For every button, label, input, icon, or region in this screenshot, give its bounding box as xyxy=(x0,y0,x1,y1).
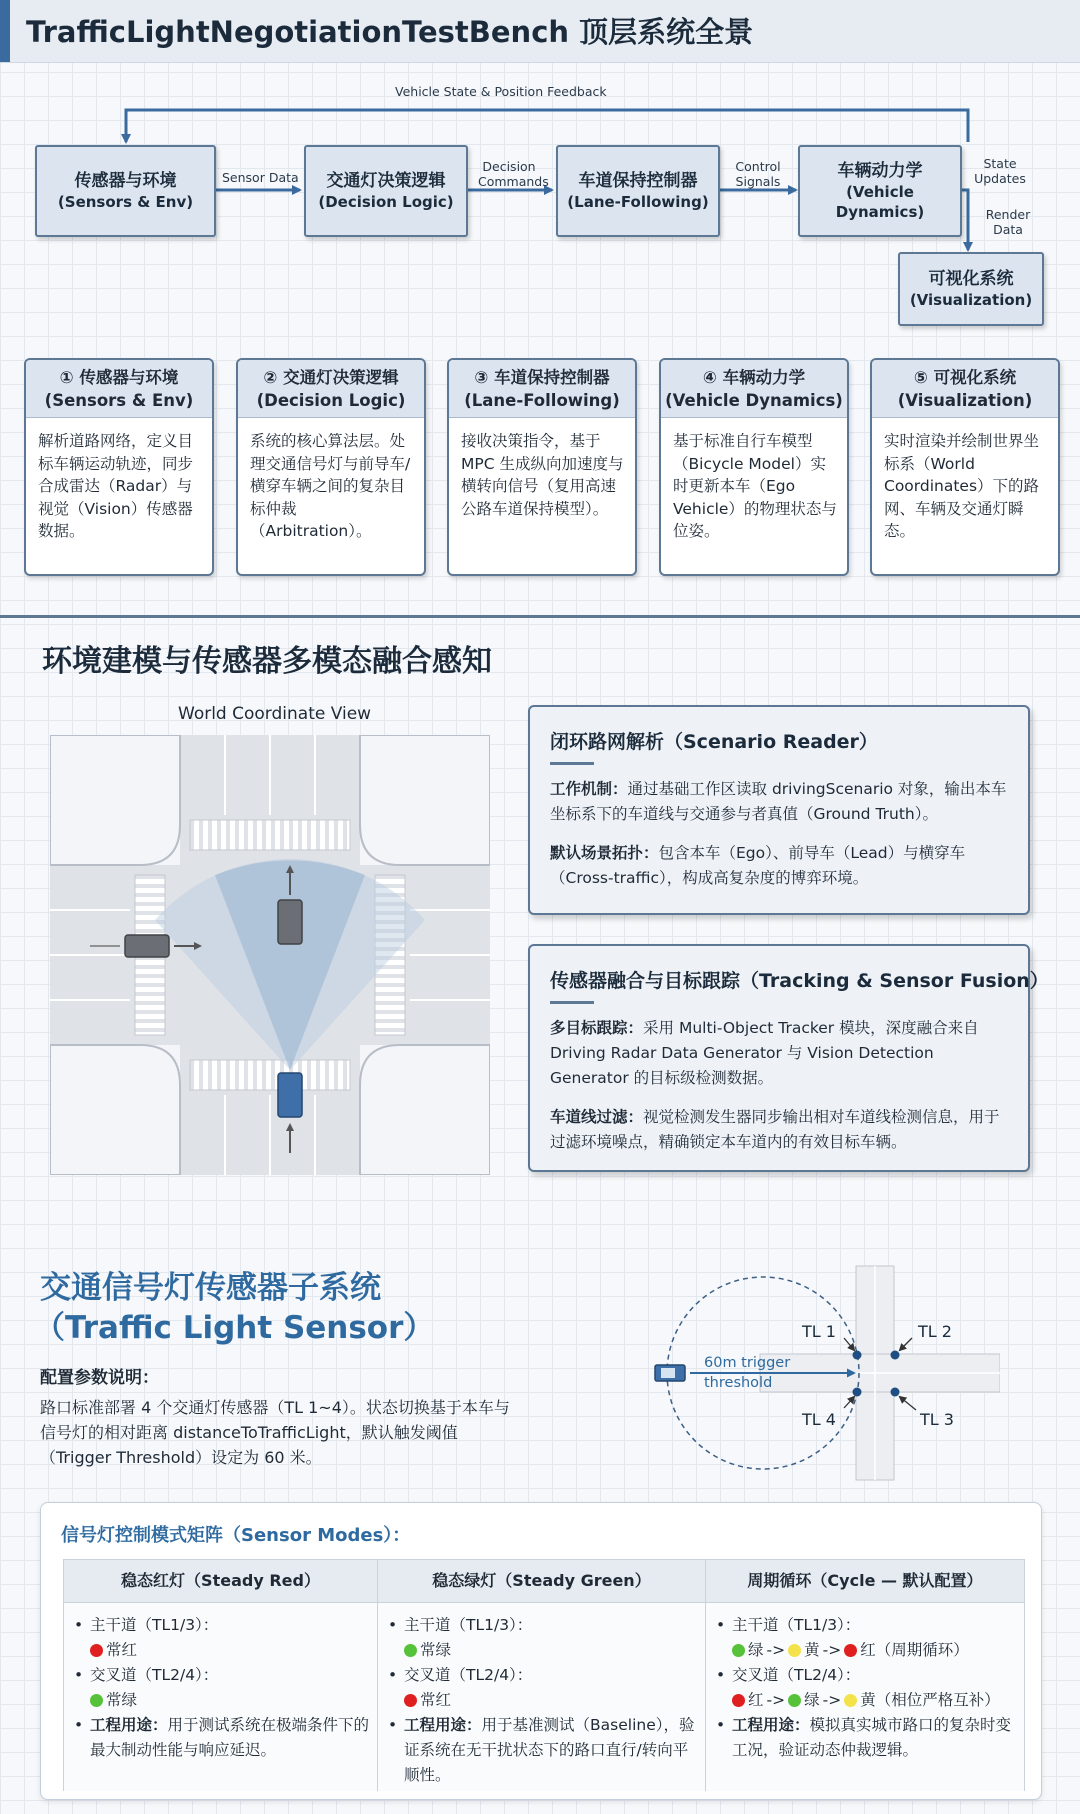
label-state-line2: Updates xyxy=(974,171,1026,186)
cross-road-value: 常绿 xyxy=(106,1691,138,1709)
flow-box-sensors-en: (Sensors & Env) xyxy=(57,192,194,211)
module-subtitle: (Visualization) xyxy=(897,391,1033,410)
flow-box-lane-en: (Lane-Following) xyxy=(567,192,709,211)
header-accent-bar xyxy=(0,0,10,62)
main-road-item: • 主干道（TL1/3）： xyxy=(716,1613,1018,1638)
main-road-value: 常绿 xyxy=(420,1641,452,1659)
sensor-modes-table xyxy=(63,1559,1025,1791)
seq-step: 红 xyxy=(860,1641,876,1659)
label-control-signals xyxy=(730,159,786,189)
main-road-item: • 主干道（TL1/3）： xyxy=(388,1613,699,1638)
mode-body xyxy=(378,1603,705,1791)
page-title: TrafficLightNegotiationTestBench 顶层系统全景 xyxy=(26,15,754,49)
world-coordinate-view xyxy=(50,735,490,1175)
label-render-line1: Render xyxy=(985,207,1031,222)
mode-column-steady-green xyxy=(378,1560,706,1790)
seq-note: （相位严格互补） xyxy=(875,1691,1000,1709)
lane-filter-label: 车道线过滤： xyxy=(550,1108,644,1126)
threshold-label-line2: threshold xyxy=(704,1375,773,1391)
use-item: • 工程用途：用于基准测试（Baseline），验证系统在无干扰状态下的路口直行/转向平顺性。 xyxy=(388,1716,695,1784)
main-road-label: 主干道（TL1/3）： xyxy=(732,1616,861,1634)
module-card-dynamics xyxy=(659,358,849,576)
traffic-light-diagram xyxy=(640,1262,1000,1484)
module-card-visualization xyxy=(870,358,1060,576)
green-light-icon xyxy=(404,1644,417,1657)
mode-header: 稳态红灯（Steady Red） xyxy=(64,1560,377,1603)
module-subtitle: (Sensors & Env) xyxy=(44,391,194,410)
cross-road-state xyxy=(74,1688,371,1713)
cross-traffic-vehicle xyxy=(125,935,169,957)
scenario-reader-title: 闭环路网解析（Scenario Reader） xyxy=(550,731,878,753)
cross-road-label: 交叉道（TL2/4）： xyxy=(90,1666,219,1684)
label-render-line2: Data xyxy=(993,222,1023,237)
ego-vehicle xyxy=(278,1073,302,1117)
mode-column-steady-red xyxy=(64,1560,378,1790)
use-text: 模拟真实城市路口的复杂时变工况，验证动态仲裁逻辑。 xyxy=(732,1716,1012,1759)
seq-step: 绿 xyxy=(804,1691,820,1709)
cross-road-state xyxy=(388,1688,699,1713)
sensor-section-subtitle: （Traffic Light Sensor） xyxy=(34,1310,435,1346)
flow-box-lane-cn: 车道保持控制器 xyxy=(578,170,698,191)
multi-object-tracking xyxy=(550,1016,1008,1091)
main-road-label: 主干道（TL1/3）： xyxy=(404,1616,533,1634)
tl1-label: TL 1 xyxy=(802,1322,836,1341)
module-subtitle: (Vehicle Dynamics) xyxy=(665,391,843,410)
use-text: 用于测试系统在极端条件下的最大制动性能与响应延迟。 xyxy=(90,1716,370,1759)
label-decision-line2: Commands xyxy=(478,174,549,189)
sensor-fusion-title: 传感器融合与目标跟踪（Tracking & Sensor Fusion） xyxy=(550,970,1049,992)
sensor-section-title: 交通信号灯传感器子系统 xyxy=(40,1270,381,1306)
module-description: 解析道路网络，定义目标车辆运动轨迹，同步合成雷达（Radar）与视觉（Vision）传感器数据。 xyxy=(38,432,194,540)
label-render-data xyxy=(980,207,1036,237)
use-label: 工程用途： xyxy=(90,1716,168,1734)
flow-box-lane xyxy=(556,145,720,237)
scenario-reader-panel xyxy=(528,705,1030,915)
sensor-modes-title: 信号灯控制模式矩阵（Sensor Modes）： xyxy=(61,1525,411,1546)
seq-step: 黄 xyxy=(860,1691,876,1709)
green-light-icon xyxy=(90,1694,103,1707)
topology-label: 默认场景拓扑： xyxy=(550,844,659,862)
section-divider xyxy=(0,615,1080,618)
red-light-icon xyxy=(404,1694,417,1707)
feedback-label: Vehicle State & Position Feedback xyxy=(395,84,607,99)
flow-box-sensors xyxy=(35,145,216,237)
label-decision-commands xyxy=(478,159,549,189)
main-road-label: 主干道（TL1/3）： xyxy=(90,1616,219,1634)
flow-box-sensors-cn: 传感器与环境 xyxy=(74,170,177,191)
config-title: 配置参数说明： xyxy=(40,1368,159,1388)
page-header xyxy=(0,0,1080,63)
red-light-icon xyxy=(90,1644,103,1657)
title-underline xyxy=(550,762,594,765)
mechanism-text: 通过基础工作区读取 drivingScenario 对象，输出本车坐标系下的车道线与交通参与者真值（Ground Truth）。 xyxy=(550,780,1007,823)
seq-step: 红 xyxy=(748,1691,764,1709)
env-section-title: 环境建模与传感器多模态融合感知 xyxy=(42,644,492,679)
module-subtitle: (Lane-Following) xyxy=(464,391,620,410)
scenario-reader-topology xyxy=(550,841,1008,891)
module-title: ④ 车辆动力学 xyxy=(702,368,806,387)
module-card-header xyxy=(238,360,424,418)
title-underline xyxy=(550,1001,594,1004)
world-view-label: World Coordinate View xyxy=(178,704,372,724)
red-light-icon xyxy=(732,1694,745,1707)
seq-note: （周期循环） xyxy=(875,1641,969,1659)
module-title: ② 交通灯决策逻辑 xyxy=(263,368,399,387)
main-road-item: • 主干道（TL1/3）： xyxy=(74,1613,371,1638)
main-road-state xyxy=(388,1638,699,1663)
tl2-marker xyxy=(891,1351,900,1360)
flow-box-visualization-cn: 可视化系统 xyxy=(928,268,1014,289)
module-title: ⑤ 可视化系统 xyxy=(913,368,1017,387)
yellow-light-icon xyxy=(844,1694,857,1707)
mode-body xyxy=(706,1603,1024,1791)
lead-vehicle xyxy=(278,900,302,944)
flow-box-dynamics-cn: 车辆动力学 xyxy=(837,160,923,181)
yellow-light-icon xyxy=(788,1644,801,1657)
use-item: • 工程用途：用于测试系统在极端条件下的最大制动性能与响应延迟。 xyxy=(74,1716,370,1759)
seq-arrow: -> xyxy=(766,1691,786,1709)
mode-column-cycle xyxy=(706,1560,1024,1790)
lane-filter-text: 视觉检测发生器同步输出相对车道线检测信息，用于过滤环境噪点，精确锁定本车道内的有效目标车辆。 xyxy=(550,1108,1000,1151)
tl3-label: TL 3 xyxy=(920,1410,954,1429)
tl4-marker xyxy=(853,1388,862,1397)
module-description: 接收决策指令，基于MPC 生成纵向加速度与横转向信号（复用高速公路车道保持模型）。 xyxy=(461,432,624,518)
module-card-lane xyxy=(447,358,637,576)
tl2-label: TL 2 xyxy=(918,1322,952,1341)
topology-text: 包含本车（Ego）、前导车（Lead）与横穿车（Cross-traffic），构成高复杂度的博弈环境。 xyxy=(550,844,966,887)
threshold-label-line1: 60m trigger xyxy=(704,1355,791,1371)
mode-header: 稳态绿灯（Steady Green） xyxy=(378,1560,705,1603)
seq-arrow: -> xyxy=(822,1641,842,1659)
label-decision-line1: Decision xyxy=(482,159,536,174)
flow-box-decision-en: (Decision Logic) xyxy=(318,192,454,211)
cross-road-value: 常红 xyxy=(420,1691,452,1709)
tracking-text: 采用 Multi-Object Tracker 模块，深度融合来自 Driving Radar Data Generator 与 Vision Detection Generator 的目标级检测数据。 xyxy=(550,1019,979,1087)
module-card-header xyxy=(872,360,1058,418)
module-subtitle: (Decision Logic) xyxy=(256,391,406,410)
module-card-header xyxy=(26,360,212,418)
cross-road-label: 交叉道（TL2/4）： xyxy=(732,1666,861,1684)
cross-road-item: • 交叉道（TL2/4）： xyxy=(716,1663,1018,1688)
tracking-label: 多目标跟踪： xyxy=(550,1019,644,1037)
label-state-updates xyxy=(972,156,1028,186)
module-card-decision xyxy=(236,358,426,576)
tl1-marker xyxy=(853,1351,862,1360)
module-title: ① 传感器与环境 xyxy=(59,368,179,387)
use-label: 工程用途： xyxy=(404,1716,482,1734)
flow-box-visualization xyxy=(898,252,1044,326)
cross-road-label: 交叉道（TL2/4）： xyxy=(404,1666,533,1684)
cross-road-item: • 交叉道（TL2/4）： xyxy=(74,1663,371,1688)
main-road-state xyxy=(74,1638,371,1663)
module-card-header xyxy=(449,360,635,418)
cross-road-sequence xyxy=(716,1688,1018,1713)
red-light-icon xyxy=(844,1644,857,1657)
config-description: 路口标准部署 4 个交通灯传感器（TL 1~4）。状态切换基于本车与信号灯的相对距离 distanceToTrafficLight，默认触发阈值（Trigger Threshold）设定为 60 米。 xyxy=(40,1398,510,1467)
mode-header: 周期循环（Cycle — 默认配置） xyxy=(706,1560,1024,1603)
use-label: 工程用途： xyxy=(732,1716,810,1734)
tl3-marker xyxy=(891,1388,900,1397)
flow-box-decision-cn: 交通灯决策逻辑 xyxy=(326,170,446,191)
seq-arrow: -> xyxy=(822,1691,842,1709)
flow-box-dynamics-en: (Vehicle Dynamics) xyxy=(835,182,925,221)
main-road-sequence xyxy=(716,1638,1018,1663)
label-state-line1: State xyxy=(983,156,1017,171)
flow-box-visualization-en: (Visualization) xyxy=(909,290,1033,309)
module-description: 系统的核心算法层。处理交通信号灯与前导车/横穿车辆之间的复杂目标仲裁（Arbitration）。 xyxy=(250,432,411,540)
flow-box-decision xyxy=(304,145,468,237)
lane-filtering xyxy=(550,1105,1008,1155)
module-card-header xyxy=(661,360,847,418)
label-sensor-data: Sensor Data xyxy=(222,170,299,185)
feedback-arrow xyxy=(126,110,968,142)
module-description: 实时渲染并绘制世界坐标系（World Coordinates）下的路网、车辆及交通灯瞬态。 xyxy=(884,432,1040,540)
label-control-line2: Signals xyxy=(735,174,781,189)
sensor-fusion-panel xyxy=(528,944,1049,1172)
module-title: ③ 车道保持控制器 xyxy=(474,368,610,387)
scenario-reader-mechanism xyxy=(550,777,1008,827)
mechanism-label: 工作机制： xyxy=(550,780,628,798)
cross-road-item: • 交叉道（TL2/4）： xyxy=(388,1663,699,1688)
module-description: 基于标准自行车模型（Bicycle Model）实时更新本车（Ego Vehicle）的物理状态与位姿。 xyxy=(673,432,837,540)
label-control-line1: Control xyxy=(735,159,781,174)
sensor-modes-card xyxy=(40,1502,1042,1800)
green-light-icon xyxy=(732,1644,745,1657)
seq-step: 黄 xyxy=(804,1641,820,1659)
use-text: 用于基准测试（Baseline），验证系统在无干扰状态下的路口直行/转向平顺性。 xyxy=(404,1716,695,1784)
arrow-state-updates xyxy=(962,190,968,250)
mode-body xyxy=(64,1603,377,1791)
green-light-icon xyxy=(788,1694,801,1707)
module-card-sensors xyxy=(24,358,214,576)
flow-box-dynamics xyxy=(798,145,962,237)
seq-step: 绿 xyxy=(748,1641,764,1659)
main-road-value: 常红 xyxy=(106,1641,138,1659)
tl4-label: TL 4 xyxy=(802,1410,836,1429)
seq-arrow: -> xyxy=(766,1641,786,1659)
use-item: • 工程用途：模拟真实城市路口的复杂时变工况，验证动态仲裁逻辑。 xyxy=(716,1716,1012,1759)
